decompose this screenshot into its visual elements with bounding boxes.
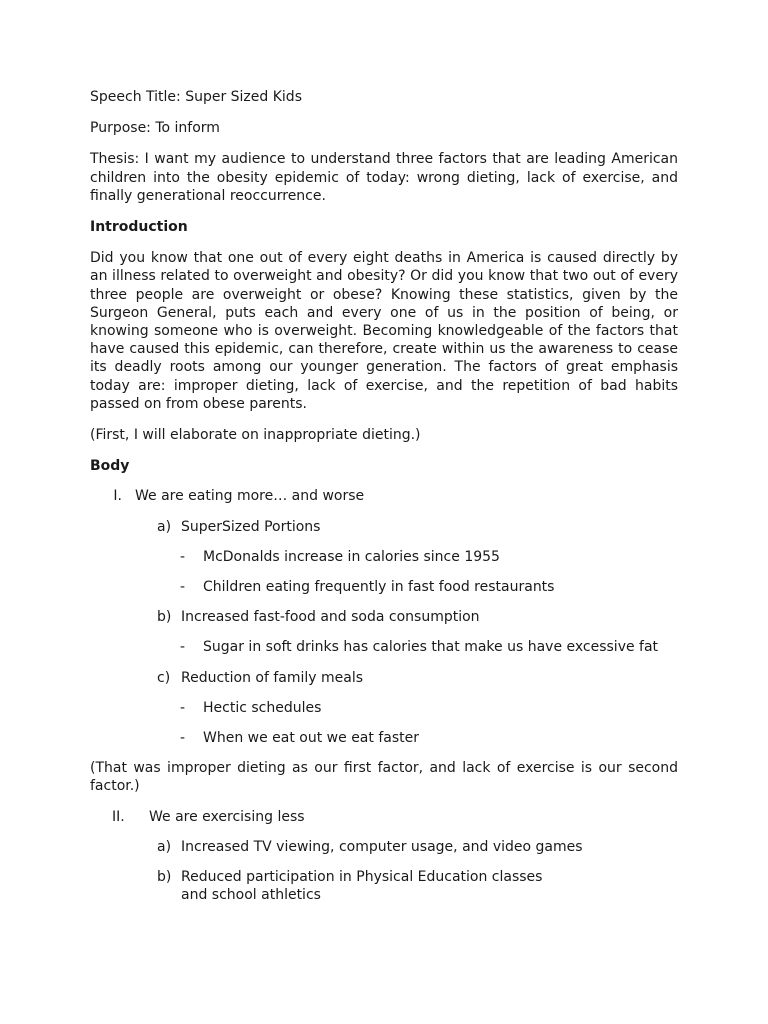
subpoint-letter: b) (157, 869, 172, 886)
bullet-item (180, 578, 678, 596)
subpoint-b (157, 608, 678, 626)
roman-numeral: II. (112, 808, 125, 825)
subpoint-text: Increased TV viewing, computer usage, and video games (181, 838, 583, 855)
subpoint-a (157, 518, 678, 536)
subpoint-a (157, 838, 678, 856)
subpoint-letter: a) (157, 518, 172, 535)
outline-point-2 (90, 808, 678, 826)
introduction-heading: Introduction (90, 219, 188, 236)
roman-numeral: I. (113, 488, 122, 505)
first-transition: (First, I will elaborate on inappropriate dieting.) (90, 427, 421, 444)
outline-point-text: We are exercising less (149, 808, 305, 825)
bullet-item (180, 548, 678, 566)
subpoint-c (157, 669, 678, 687)
bullet-text: Sugar in soft drinks has calories that make us have excessive fat (203, 639, 659, 656)
dash-marker: - (180, 699, 186, 716)
subpoint-text: Increased fast-food and soda consumption (181, 609, 480, 626)
outline-point-1 (90, 487, 678, 505)
dash-marker: - (180, 639, 186, 656)
bullet-text: McDonalds increase in calories since 1955 (203, 548, 500, 565)
dash-marker: - (180, 730, 186, 747)
purpose-line: Purpose: To inform (90, 120, 220, 137)
introduction-paragraph: Did you know that one out of every eight deaths in America is caused directly by an illness related to overweight and obesity? Or did you know that two out of every three people are overweight or obese? Knowing these statistics, given by the Surgeon General, puts each and every one of us in the position of being, or knowing someone who is overweight. Becoming knowledgeable of the factors that have caused this epidemic, can therefore, create within us the awareness to cease its deadly roots among our younger generation. The factors of great emphasis today are: improper dieting, lack of exercise, and the repetition of bad habits passed on from obese parents. (90, 250, 678, 412)
bullet-item (180, 699, 678, 717)
bullet-text: When we eat out we eat faster (203, 730, 419, 747)
dash-marker: - (180, 579, 186, 596)
subpoint-text: Reduction of family meals (181, 669, 364, 686)
bullet-item (180, 729, 678, 747)
subpoint-letter: a) (157, 838, 172, 855)
subpoint-letter: b) (157, 609, 172, 626)
document-page (90, 88, 678, 905)
subpoint-letter: c) (157, 669, 171, 686)
body-heading: Body (90, 458, 130, 475)
subpoint-text: SuperSized Portions (181, 518, 321, 535)
subpoint-text: Reduced participation in Physical Education classes and school athletics (181, 869, 543, 904)
speech-title: Speech Title: Super Sized Kids (90, 89, 302, 105)
bullet-text: Children eating frequently in fast food restaurants (203, 579, 555, 596)
bullet-text: Hectic schedules (203, 699, 322, 716)
thesis-paragraph: Thesis: I want my audience to understand three factors that are leading American children into the obesity epidemic of today: wrong dieting, lack of exercise, and finally generational reoccurrence. (90, 151, 678, 204)
dash-marker: - (180, 548, 186, 565)
bullet-item (180, 638, 678, 656)
subpoint-b (157, 868, 678, 904)
second-transition: (That was improper dieting as our first factor, and lack of exercise is our second factor.) (90, 760, 678, 795)
outline-point-text: We are eating more… and worse (135, 488, 365, 505)
